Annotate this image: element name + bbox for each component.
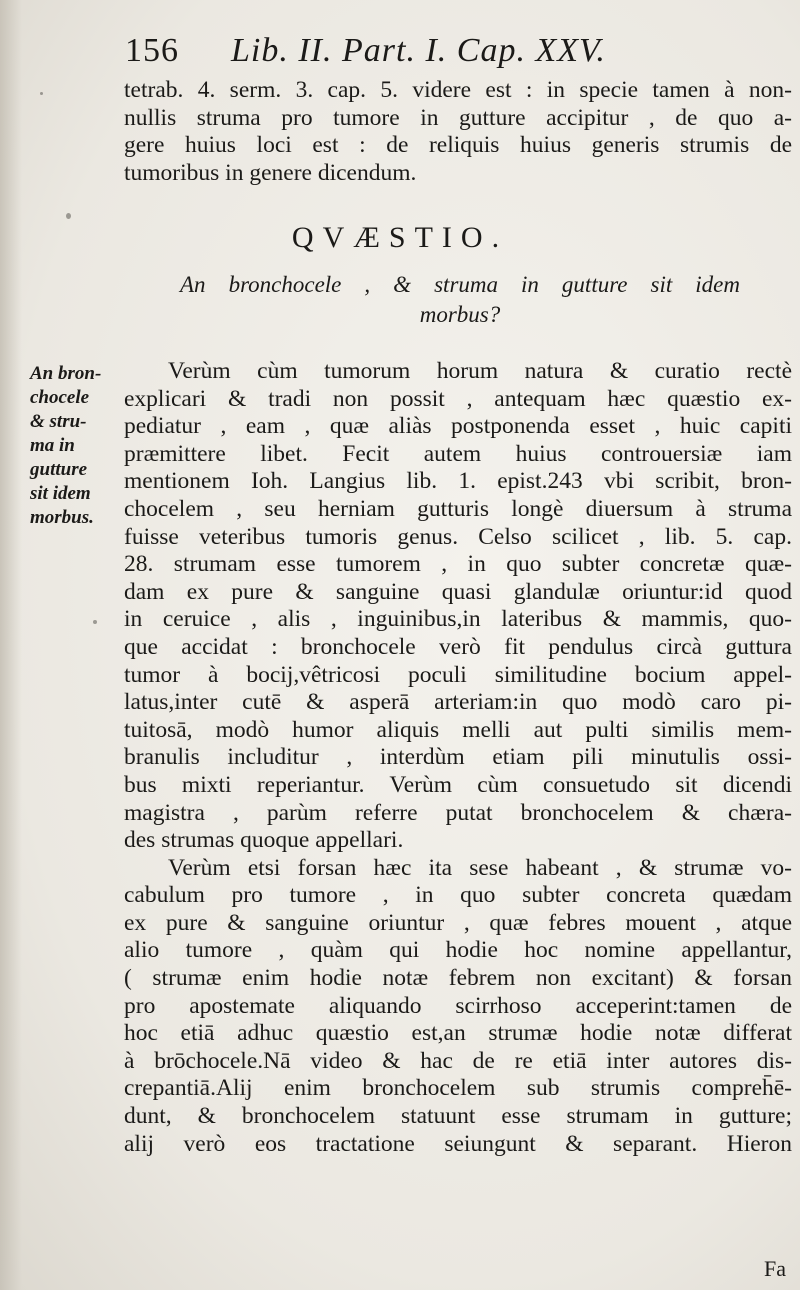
text-line: tetrab. 4. serm. 3. cap. 5. videre est : in specie tamen à non-: [124, 77, 792, 103]
marginal-note-line: gutture: [30, 459, 88, 480]
text-line: alio tumore , quàm qui hodie hoc nomine appellantur,: [124, 937, 792, 964]
text-line: latus,inter cutē & asperā arteriam:in quo modò caro pi-: [124, 689, 792, 716]
text-line: des strumas quoque appellari.: [124, 827, 404, 854]
quaestio-title-line: An bronchocele , & struma in gutture sit idem: [180, 272, 740, 297]
quaestio-title: [180, 270, 740, 330]
marginal-note: [30, 362, 122, 530]
text-line: ex pure & sanguine oriuntur , quæ febres mouent , atque: [124, 909, 792, 936]
catchword: Fa: [764, 1256, 786, 1281]
text-line: præmittere libet. Fecit autem huius controuersiæ iam: [124, 440, 792, 467]
marginal-note-line: morbus.: [30, 507, 94, 528]
text-line: à brōchocele.Nā video & hac de re etiā inter autores dis-: [124, 1047, 792, 1074]
running-head: [125, 32, 685, 70]
top-text-block: [124, 77, 792, 187]
quaestio-heading: QVÆSTIO.: [291, 221, 509, 254]
text-line: in ceruice , alis , inguinibus,in lateribus & mammis, quo-: [124, 606, 792, 633]
text-line: alij verò eos tractatione seiungunt & separant. Hieron: [124, 1130, 792, 1157]
text-line: fuisse veteribus tumoris genus. Celso scilicet , lib. 5. cap.: [124, 523, 792, 550]
ink-speck: [40, 92, 43, 95]
ink-speck: [66, 213, 71, 219]
text-line: mentionem Ioh. Langius lib. 1. epist.243 vbi scribit, bron-: [124, 468, 792, 495]
marginal-note-line: sit idem: [30, 483, 91, 504]
text-line: nullis struma pro tumore in gutture accipitur , de quo a-: [124, 104, 792, 131]
page-number: 156: [125, 32, 179, 69]
text-line: magistra , parùm referre putat bronchocelem & chæra-: [124, 799, 792, 826]
marginal-note-line: ma in: [30, 435, 75, 456]
ink-speck: [93, 620, 97, 624]
text-line: que accidat : bronchocele verò fit pendulus circà guttura: [124, 633, 792, 660]
text-line: Verùm cùm tumorum horum natura & curatio rectè: [168, 358, 792, 384]
text-line: bus mixti reperiantur. Verùm cùm consuetudo sit dicendi: [124, 771, 792, 798]
text-line: dam ex pure & sanguine quasi glandulæ oriuntur:id quod: [124, 578, 792, 605]
text-line: dunt, & bronchocelem statuunt esse strumam in gutture;: [124, 1103, 792, 1130]
marginal-note-line: An bron-: [30, 363, 102, 384]
text-line: cabulum pro tumore , in quo subter concreta quædam: [124, 882, 792, 909]
marginal-note-line: & stru-: [30, 411, 87, 432]
running-title: Lib. II. Part. I. Cap. XXV.: [231, 32, 606, 69]
text-line: branulis includitur , interdùm etiam pili minutulis ossi-: [124, 744, 792, 771]
text-line: tumoribus in genere dicendum.: [124, 159, 417, 186]
text-line: pediatur , eam , quæ aliàs postponenda esset , huic capiti: [124, 413, 792, 440]
main-text-block: [124, 358, 792, 1158]
text-line: explicari & tradi non possit , antequam hæc quæstio ex-: [124, 385, 792, 412]
text-line: gere huius loci est : de reliquis huius generis strumis de: [124, 132, 792, 159]
text-line: ( strumæ enim hodie notæ febrem non excitant) & forsan: [124, 965, 792, 992]
text-line: hoc etiā adhuc quæstio est,an strumæ hodie notæ differat: [124, 1020, 792, 1047]
text-line: tumor à bocij,vêtricosi poculi similitudine bocium appel-: [124, 661, 792, 688]
text-line: chocelem , seu herniam gutturis longè diuersum à struma: [124, 495, 792, 522]
text-line: crepantiā.Alij enim bronchocelem sub strumis compreh̄ē-: [124, 1075, 792, 1102]
gutter-shadow: [0, 0, 22, 1290]
text-line: Verùm etsi forsan hæc ita sese habeant , & strumæ vo-: [168, 854, 792, 881]
text-line: tuitosā, modò humor aliquis melli aut pulti similis mem-: [124, 716, 792, 743]
text-line: 28. strumam esse tumorem , in quo subter concretæ quæ-: [124, 551, 792, 578]
quaestio-title-line: morbus?: [419, 302, 501, 327]
text-line: pro apostemate aliquando scirrhoso acceperint:tamen de: [124, 992, 792, 1019]
marginal-note-line: chocele: [30, 387, 90, 408]
